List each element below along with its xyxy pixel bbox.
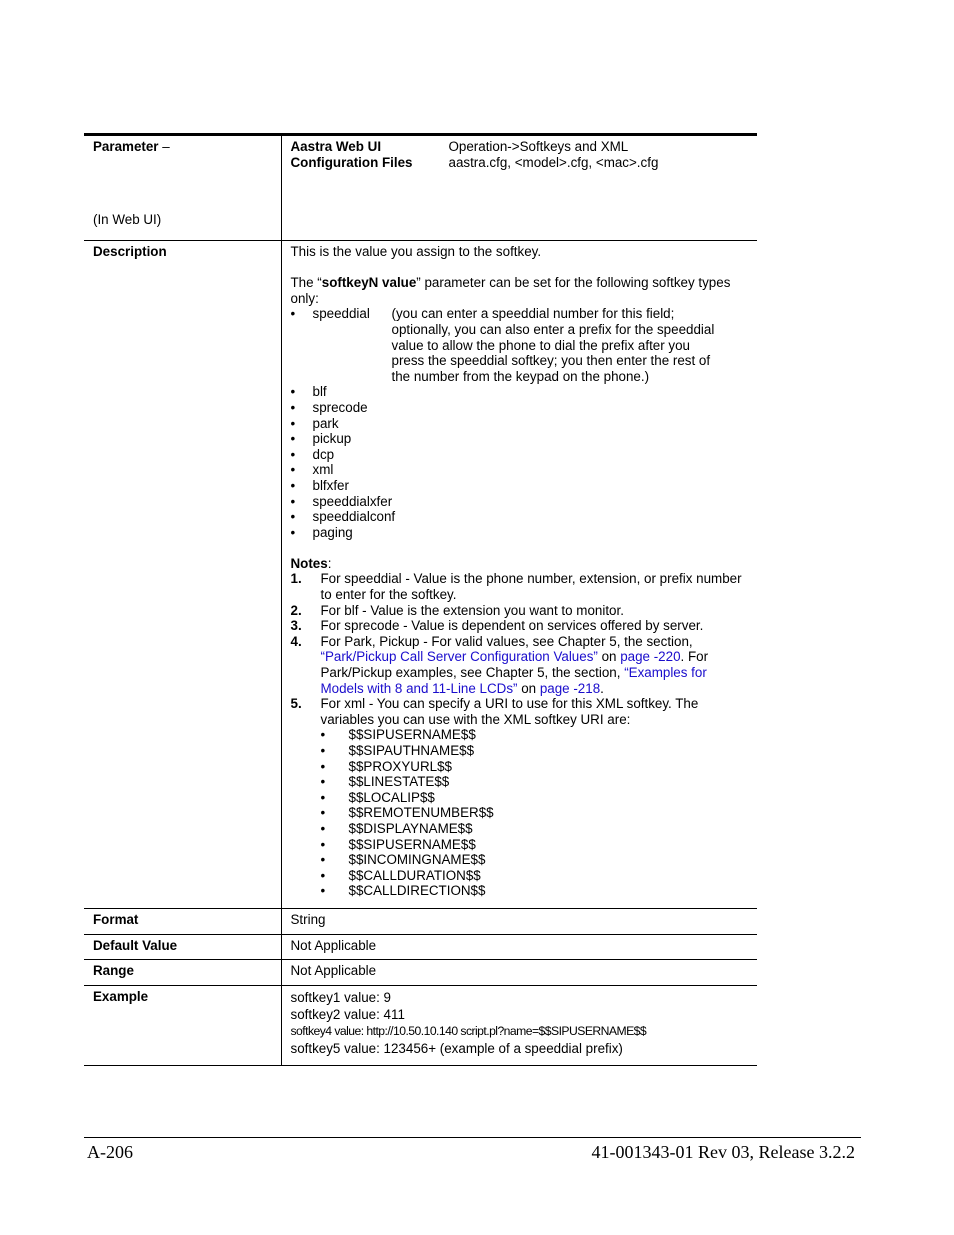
range-row — [84, 960, 757, 986]
default-value-value: Not Applicable — [290, 937, 377, 953]
parameter-table — [84, 133, 757, 1066]
softkey-type-item: • xml — [290, 462, 334, 478]
note-item: 2. For blf - Value is the extension you want to monitor. — [290, 602, 624, 618]
config-files-label: Configuration Files — [290, 154, 413, 170]
xml-variables-list — [291, 727, 750, 899]
parameter-row — [84, 135, 757, 241]
example-label: Example — [84, 985, 281, 1065]
format-row — [84, 908, 757, 934]
softkey-type-item: • park — [290, 415, 339, 431]
example-cell — [281, 985, 757, 1065]
xml-variable-item: • $$SIPUSERNAME$$ — [320, 836, 476, 852]
page-number: A-206 — [87, 1142, 133, 1162]
xml-variable-item: • $$INCOMINGNAME$$ — [320, 852, 486, 868]
format-label: Format — [84, 908, 281, 934]
description-intro: The “softkeyN value” parameter can be set for the following softkey types only: — [290, 275, 731, 306]
page-220-link[interactable]: page -220 — [620, 649, 681, 665]
document-revision: 41-001343-01 Rev 03, Release 3.2.2 — [591, 1142, 855, 1162]
parameter-value-cell — [281, 135, 757, 241]
softkey-type-item: • speeddialxfer — [290, 493, 393, 509]
example-line: softkey1 value: 9 — [290, 989, 391, 1005]
softkey-type-item: • blfxfer — [290, 477, 349, 493]
xml-variable-item: • $$SIPUSERNAME$$ — [320, 727, 476, 743]
speeddial-term: speeddial — [312, 306, 370, 322]
example-line: softkey4 value: http://10.50.10.140 script.pl?name=$$SIPUSERNAME$$ — [290, 1023, 647, 1038]
default-value-row — [84, 934, 757, 960]
description-cell — [281, 241, 757, 909]
note-item: 4. For Park, Pickup - For valid values, see Chapter 5, the section, “Park/Pickup Call Server Configuration Values” on page -220. For Park/Pickup examples, see Chapter 5, the section, “Examples for Models with 8 and 11-Line LCDs” on page -218. — [290, 633, 709, 696]
parameter-label-cell — [84, 135, 281, 241]
xml-variable-item: • $$CALLDIRECTION$$ — [320, 883, 486, 899]
softkey-type-item: • dcp — [290, 446, 335, 462]
web-ui-label: Aastra Web UI — [290, 139, 382, 154]
range-label: Range — [84, 960, 281, 986]
example-line: softkey2 value: 411 — [290, 1006, 405, 1022]
example-row — [84, 985, 757, 1065]
park-pickup-values-link[interactable]: “Park/Pickup Call Server Configuration Values” — [320, 649, 598, 665]
examples-link[interactable]: “Examples for Models with 8 and 11-Line LCDs” — [320, 665, 707, 696]
speeddial-description: (you can enter a speeddial number for this field; optionally, you can also enter a prefix for the speeddial value to allow the phone to dial the prefix after you press the speeddial softkey; you then enter the rest of the number from the keypad on the phone.) — [391, 306, 715, 384]
range-value: Not Applicable — [290, 963, 377, 979]
note-item: 1. For speeddial - Value is the phone number, extension, or prefix number to enter for the softkey. — [290, 571, 742, 603]
description-line: This is the value you assign to the softkey. — [290, 244, 542, 259]
page-218-link[interactable]: page -218 — [539, 680, 601, 696]
softkey-type-item: • blf — [290, 384, 327, 400]
footer-rule — [84, 1137, 861, 1138]
example-line: softkey5 value: 123456+ (example of a speeddial prefix) — [290, 1040, 623, 1056]
default-value-label: Default Value — [84, 934, 281, 960]
notes-heading: Notes: — [290, 555, 332, 571]
xml-variable-item: • $$CALLDURATION$$ — [320, 867, 481, 883]
xml-variable-item: • $$LINESTATE$$ — [320, 774, 450, 790]
format-value: String — [290, 911, 326, 927]
xml-variable-item: • $$DISPLAYNAME$$ — [320, 820, 473, 836]
softkey-types-list — [291, 384, 750, 540]
xml-variable-item: • $$REMOTENUMBER$$ — [320, 805, 494, 821]
description-row — [84, 241, 757, 909]
softkey-type-item: • paging — [290, 524, 353, 540]
parameter-dash: – — [158, 139, 170, 154]
xml-variable-item: • $$PROXYURL$$ — [320, 758, 452, 774]
in-web-ui-label: (In Web UI) — [93, 212, 162, 228]
parameter-label: Parameter — [93, 139, 159, 154]
softkey-type-item: • sprecode — [290, 399, 368, 415]
config-files-value: aastra.cfg, <model>.cfg, <mac>.cfg — [448, 154, 659, 170]
description-label: Description — [84, 241, 281, 909]
list-item: • speeddial (you can enter a speeddial number for this field; optionally, you can also enter a prefix for the speeddial value to allow the phone to dial the prefix after you press the speeddial softkey; you then enter the rest of the number from the keypad on the phone.) — [291, 306, 750, 384]
softkey-type-item: • speeddialconf — [290, 509, 396, 525]
xml-variable-item: • $$SIPAUTHNAME$$ — [320, 743, 475, 758]
web-ui-value: Operation->Softkeys and XML — [448, 139, 629, 154]
xml-variable-item: • $$LOCALIP$$ — [320, 789, 435, 805]
note-item: 5. For xml - You can specify a URI to use for this XML softkey. The variables you can use with the XML softkey URI are: — [290, 696, 699, 727]
note-item: 3. For sprecode - Value is dependent on services offered by server. — [290, 618, 704, 634]
softkey-type-item: • pickup — [290, 431, 352, 447]
